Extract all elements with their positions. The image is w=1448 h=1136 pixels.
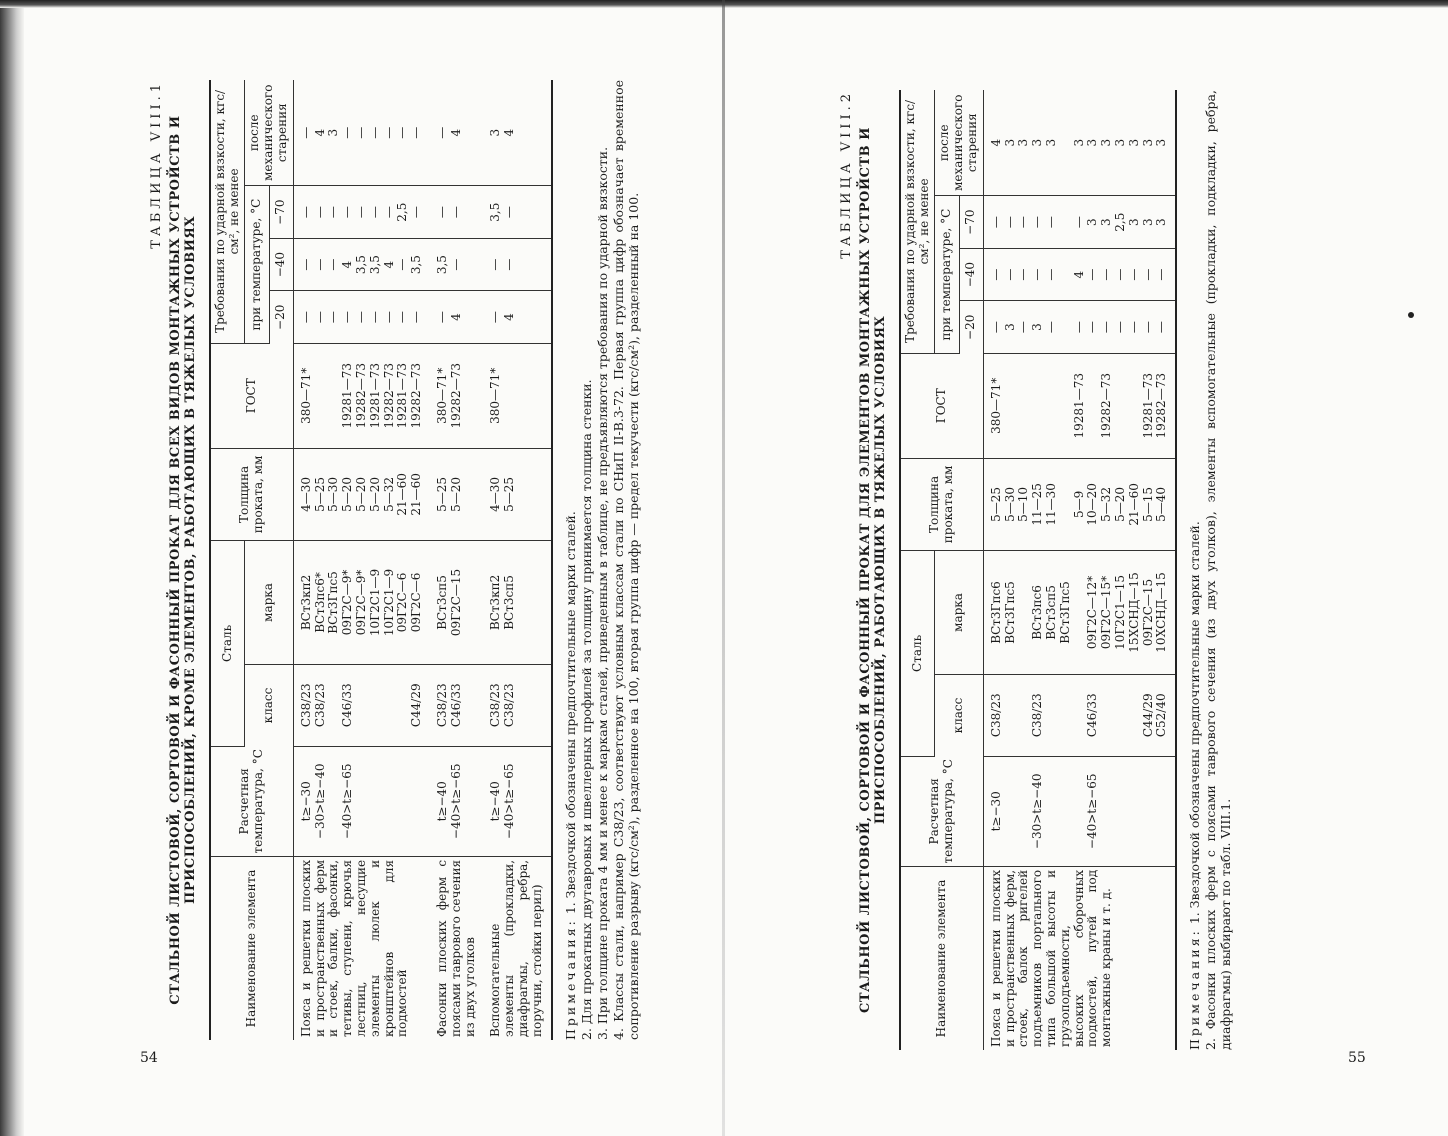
cell-gost: 380—71*: [483, 343, 551, 448]
table-title: СТАЛЬНОЙ ЛИСТОВОЙ, СОРТОВОЙ И ФАСОННЫЙ ПРОКАТ ДЛЯ ВСЕХ ВИДОВ МОНТАЖНЫХ УСТРОЙСТВ И ПРИСПОСОБЛЕНИЙ, КРОМЕ ЭЛЕМЕНТОВ, РАБОТАЮЩИХ В ТЯЖЕЛЫХ УСЛОВИЯХ: [167, 115, 198, 1005]
ink-dot: [1408, 312, 1414, 318]
note-item: 3. При толщине проката 4 мм и менее к маркам сталей, приведенным в таблице, не предъявляются требования по ударной вязкости.: [594, 146, 610, 1040]
cell-class: С38/23 С46/33: [430, 664, 483, 746]
header-temp: Расчетная температура, °С: [210, 746, 293, 856]
note-item: 2. Фасонки плоских ферм с поясами таврового сечения (из двух уголков), элементы вспомогательные (прокладки, подкладки, ребра, диафрагмы) выбирают по табл. VIII.1.: [1203, 90, 1234, 1050]
cell-grade: ВСт3кп2 ВСт3сп5: [483, 541, 551, 665]
table-row: [983, 90, 1176, 1050]
cell-gost: 380—71* 19281—73 19282—73 19281—73 19282—73: [983, 353, 1176, 458]
cell-gost: 380—71* 19282—73: [430, 343, 483, 448]
page-number-right: 55: [1348, 1050, 1366, 1066]
cell-element: Пояса и решетки плоских и пространственных ферм, стоек, балок ригелей подъемников портального типа большой высоты и грузоподъемности, высоких сборочных подмостей, путей под монтажные краны и т. д.: [983, 866, 1176, 1050]
header-temp: Расчетная температура, °С: [900, 756, 983, 866]
cell-thickness: 4—30 5—25: [483, 448, 551, 540]
cell-t40: 3,5 —: [430, 238, 483, 290]
header-gost: ГОСТ: [900, 353, 983, 458]
notes-label: Примечания:: [562, 918, 578, 1040]
table-notes: [1187, 90, 1233, 1050]
table-label: ТАБЛИЦА VIII.1: [149, 80, 164, 249]
cell-t40: — — — — — 4 — — — — — —: [983, 248, 1176, 300]
cell-t70: — —: [430, 186, 483, 238]
table-notes: [563, 80, 641, 1040]
header-t20: −20: [959, 301, 983, 353]
cell-aging: 4 3 3 3 3 3 3 3 3 3 3 3: [983, 90, 1176, 196]
header-thickness: Толщина проката, мм: [210, 448, 293, 540]
cell-temp: t≥−30 −30>t≥−40 −40>t≥−65: [983, 756, 1176, 866]
table-viii-2-block: [840, 90, 1234, 1050]
cell-t20: — 3 — 3 — — — — — — — —: [983, 301, 1176, 353]
note-item: 1. Звездочкой обозначены предпочтительные марки сталей.: [1187, 521, 1203, 925]
note-item: 2. Для прокатных двутавровых и швеллерных профилей за толщину принимается толщина стенки.: [578, 379, 594, 1040]
cell-gost: 380—71* 19281—73 19282—73 19281—73 19282—73 19281—73 19282—73: [293, 343, 430, 448]
cell-t70: — — — — — — — 2,5 —: [293, 186, 430, 238]
note-item: 1. Звездочкой обозначены предпочтительные марки сталей.: [562, 511, 578, 915]
header-at-temp: при температуре, °С: [935, 196, 959, 353]
cell-element: Фасонки плоских ферм с поясами таврового сечения из двух уголков: [434, 859, 477, 1037]
cell-t40: — —: [483, 238, 551, 290]
steel-table: [209, 80, 553, 1040]
header-steel: Сталь: [900, 551, 935, 757]
header-element: Наименование элемента: [210, 856, 293, 1040]
header-steel: Сталь: [210, 541, 245, 747]
cell-t70: — — — — — — 3 3 2,5 3 3 3: [983, 196, 1176, 248]
header-t40: −40: [959, 248, 983, 300]
cell-class: С38/23 С38/23 С46/33 С44/29 С52/40: [983, 674, 1176, 756]
cell-t20: — 4: [430, 291, 483, 343]
header-gost: ГОСТ: [210, 343, 293, 448]
header-t70: −70: [269, 186, 293, 238]
book-spine: [722, 0, 725, 1136]
cell-thickness: 5—25 5—20: [430, 448, 483, 540]
table-viii-1-block: [150, 80, 642, 1040]
cell-temp: t≥−30 −30>t≥−40 −40>t≥−65: [293, 746, 430, 856]
header-impact: Требования по ударной вязкости, кгс/см², не менее: [900, 90, 935, 353]
cell-thickness: 5—25 5—30 5—10 11—25 11—30 5—9 10—20 5—32 5—20 21—60 5—15 5—40: [983, 458, 1176, 550]
cell-class: С38/23 С38/23: [483, 664, 551, 746]
header-element: Наименование элемента: [900, 866, 983, 1050]
cell-thickness: 4—30 5—25 5—30 5—20 5—20 5—20 5—32 21—60 21—60: [293, 448, 430, 540]
page-number-left: 54: [140, 1050, 158, 1066]
cell-t40: — — — 4 3,5 3,5 4 — 3,5: [293, 238, 430, 290]
cell-grade: ВСт3сп5 09Г2С—15: [430, 541, 483, 665]
header-thickness: Толщина проката, мм: [900, 458, 983, 550]
table-row: [430, 80, 483, 1040]
cell-grade: ВСт3Гпс6 ВСт3Гпс5 ВСт3пс6 ВСт3сп5 ВСт3Гпс5 09Г2С—12* 09Г2С—15* 10Г2С1—15 15ХСНД—15 09Г2С—15 10ХСНД—15: [983, 551, 1176, 675]
steel-table: [899, 90, 1177, 1050]
notes-label: Примечания:: [1187, 928, 1203, 1050]
cell-aging: — 4: [430, 80, 483, 186]
cell-class: С38/23 С38/23 С46/33 С44/29: [293, 664, 430, 746]
header-t40: −40: [269, 238, 293, 290]
header-class: класс: [245, 664, 293, 746]
note-item: 4. Классы стали, например С38/23, соответствуют условным классам стали по СНиП II-В.3-72. Первая группа цифр обозначает временное сопротивление разрыву (кгс/см²), разделенное на 100, вторая группа цифр — предел текучести (кгс/см²), разделенный на 100.: [610, 80, 641, 1040]
cell-grade: ВСт3кп2 ВСт3пс6* ВСт3Гпс5 09Г2С—9* 09Г2С—9* 10Г2С1—9 10Г2С1—9 09Г2С—6 09Г2С—6: [293, 541, 430, 665]
header-grade: марка: [935, 551, 983, 675]
table-label: ТАБЛИЦА VIII.2: [839, 90, 854, 259]
table-title: СТАЛЬНОЙ ЛИСТОВОЙ, СОРТОВОЙ И ФАСОННЫЙ ПРОКАТ ДЛЯ ЭЛЕМЕНТОВ МОНТАЖНЫХ УСТРОЙСТВ И ПРИСПОСОБЛЕНИЙ, РАБОТАЮЩИХ В ТЯЖЕЛЫХ УСЛОВИЯХ: [857, 127, 888, 1013]
book-binding-shadow: [0, 0, 24, 1136]
header-aging: после механического старения: [245, 80, 293, 186]
cell-t70: 3,5 —: [483, 186, 551, 238]
header-t20: −20: [269, 291, 293, 343]
cell-element: Вспомогательные элементы (прокладки, диафрагмы, ребра, поручни, стойки перил): [483, 856, 551, 1040]
cell-t20: — 4: [483, 291, 551, 343]
table-row: [293, 80, 430, 1040]
cell-element: Пояса и решетки плоских и пространственных ферм и стоек, балки, фасонки, тетивы, ступени, крючья лестниц, несущие элементы люлек и кронштейнов для подмостей: [298, 859, 410, 1037]
header-aging: после механического старения: [935, 90, 983, 196]
header-class: класс: [935, 674, 983, 756]
header-t70: −70: [959, 196, 983, 248]
header-grade: марка: [245, 541, 293, 665]
cell-t20: — — — — — — — — —: [293, 291, 430, 343]
cell-temp: t≥−40 −40>t≥−65: [483, 746, 551, 856]
cell-aging: 3 4: [483, 80, 551, 186]
header-at-temp: при температуре, °С: [245, 186, 269, 343]
header-impact: Требования по ударной вязкости, кгс/см², не менее: [210, 80, 245, 343]
cell-aging: — 4 3 — — — — — —: [293, 80, 430, 186]
cell-temp: t≥−40 −40>t≥−65: [430, 746, 483, 856]
table-row: [483, 80, 551, 1040]
